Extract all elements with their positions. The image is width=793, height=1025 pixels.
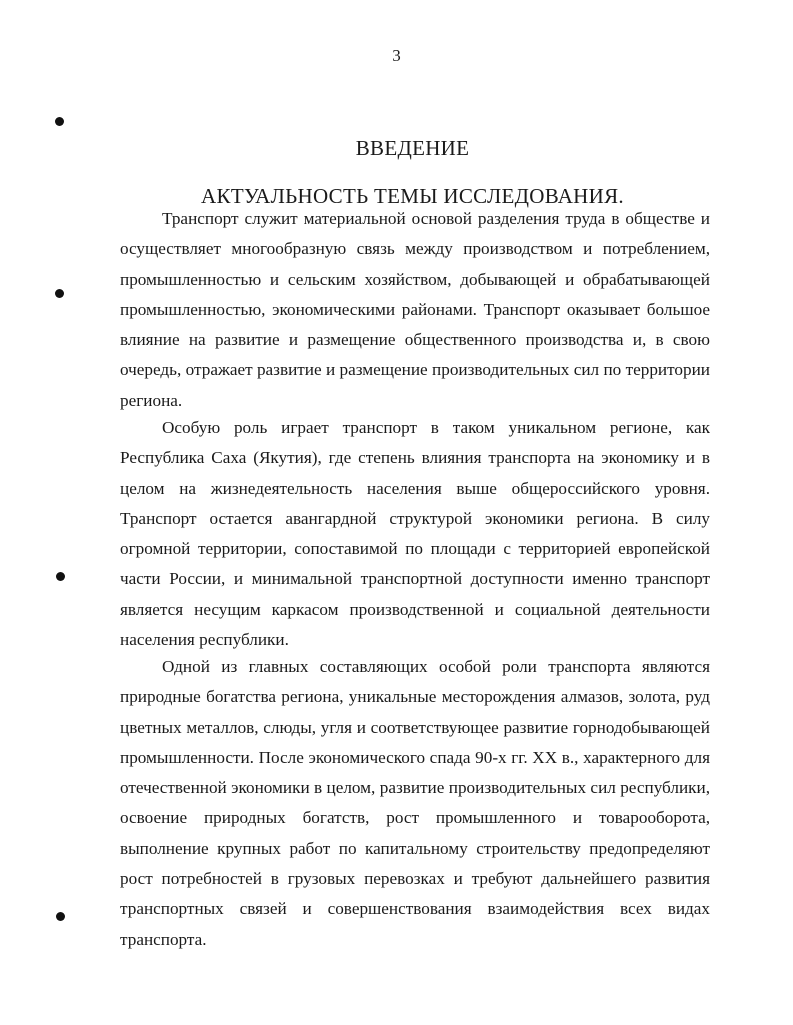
punch-hole-mark — [56, 912, 65, 921]
body-paragraph: Одной из главных составляющих особой роли транспорта являются природные богатства региона, уникальные месторождения алмазов, золота, руд цветных металлов, слюды, угля и соответствующее развитие горнодобывающей промышленности. После экономического спада 90-х гг. XX в., характерного для отечественной экономики в целом, развитие производительных сил республики, освоение природных богатств, рост промышленного и товарооборота, выполнение крупных работ по капитальному строительству предопределяют рост потребностей в грузовых перевозках и требуют дальнейшего развития транспортных связей и совершенствования взаимодействия всех видах транспорта. — [120, 657, 710, 949]
punch-hole-mark — [55, 117, 64, 126]
punch-hole-mark — [55, 289, 64, 298]
body-paragraph: Транспорт служит материальной основой разделения труда в обществе и осуществляет многообразную связь между производством и потреблением, промышленностью и сельским хозяйством, добывающей и обрабатывающей промышленностью, экономическими районами. Транспорт оказывает большое влияние на развитие и размещение общественного производства и, в свою очередь, отражает развитие и размещение производительных сил по территории региона. — [120, 209, 710, 410]
punch-hole-mark — [56, 572, 65, 581]
page-number: 3 — [392, 46, 401, 65]
body-paragraph: Особую роль играет транспорт в таком уникальном регионе, как Республика Саха (Якутия), где степень влияния транспорта на экономику и в целом на жизнедеятельность населения выше общероссийского уровня. Транспорт остается авангардной структурой экономики региона. В силу огромной территории, сопоставимой по площади с территорией европейской части России, и минимальной транспортной доступности именно транспорт является несущим каркасом производственной и социальной деятельности населения республики. — [120, 418, 710, 650]
section-title: ВВЕДЕНИЕ — [355, 136, 470, 160]
section-subtitle: АКТУАЛЬНОСТЬ ТЕМЫ ИССЛЕДОВАНИЯ. — [201, 184, 624, 208]
